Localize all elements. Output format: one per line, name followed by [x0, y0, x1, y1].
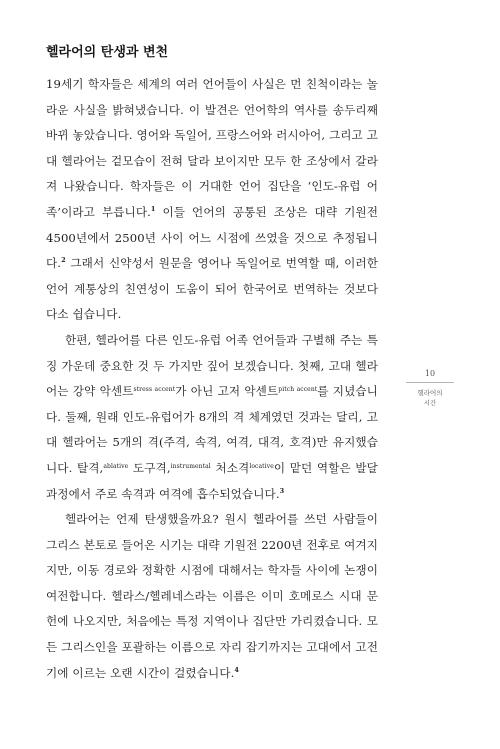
- main-text-block: [46, 44, 378, 686]
- footnote-marker[interactable]: 3: [279, 486, 285, 495]
- text-run: 가 아닌 고저 악센트: [175, 384, 279, 399]
- text-run: 를 지녔습니다. 둘째, 원래 인도-유럽어가 8개의 격 체계였던 것과는 달리, 고대 헬라어는 5개의 격(주격, 속격, 여격, 대격, 호격)만 유지했습니다. 탈격,: [46, 384, 378, 475]
- footnote-marker[interactable]: 4: [234, 665, 240, 674]
- text-run: 한편, 헬라어를 다른 인도-유럽 어족 언어들과 구별해 주는 특징 가운데 중요한 것 두 가지만 짚어 보겠습니다. 첫째, 고대 헬라어는 강약 악센트: [46, 332, 378, 399]
- page-number: 10: [424, 369, 436, 378]
- footnote-marker[interactable]: 1: [150, 204, 156, 213]
- text-run: 도구격,: [128, 460, 171, 475]
- term-gloss: ablative: [103, 462, 129, 470]
- paragraph-3: [46, 507, 378, 686]
- margin-note: [405, 368, 455, 408]
- text-run: 19세기 학자들은 세계의 여러 언어들이 사실은 먼 친척이라는 놀라운 사실을 밝혀냈습니다. 이 발견은 언어학의 역사를 송두리째 바뀌 놓았습니다. 영어와 독일어, 프랑스어와 러시아어, 그리고 고대 헬라어는 겉모습이 전혀 달라 보이지만 모두 한 조상에서 갈라져 나왔습니다. 학자들은 이 거대한 언어 집단을 ‘인도-유럽 어족’이라고 부릅니다.: [46, 77, 378, 219]
- footnote-marker[interactable]: 2: [61, 256, 66, 265]
- section-heading: 헬라어의 탄생과 변천: [46, 45, 169, 60]
- running-title-line-2: 시간: [423, 399, 437, 407]
- paragraph-1: [46, 72, 378, 328]
- term-gloss: locative: [249, 462, 274, 470]
- text-run: 헬라어는 언제 탄생했을까요? 원시 헬라어를 쓰던 사람들이 그리스 본토로 들어온 시기는 대략 기원전 2200년 전후로 여겨지지만, 이동 경로와 정확한 시점에 대해서는 학자들 사이에 논쟁이 여전합니다. 헬라스/헬레네스라는 이름은 이미 호메로스 시대 문헌에 나오지만, 처음에는 특정 지역이나 집단만 가리켰습니다. 모든 그리스인을 포괄하는 이름으로 자리 잡기까지는 고대에서 고전기에 이르는 오랜 시간이 걸렸습니다.: [46, 512, 378, 680]
- term-gloss: instrumental: [170, 462, 211, 470]
- term-gloss: pitch accent: [278, 386, 318, 394]
- text-run: 처소격: [210, 460, 250, 475]
- margin-divider: [406, 382, 454, 383]
- running-title-line-1: 헬라어의: [417, 389, 443, 397]
- text-run: 이 맡던 역할은 발달 과정에서 주로 속격과 여격에 흡수되었습니다.: [46, 460, 378, 501]
- paragraph-2: [46, 328, 378, 507]
- text-run: 이들 언어의 공통된 조상은 대략 기원전 4500년에서 2500년 사이 어느 시점에 쓰였을 것으로 추정됩니다.: [46, 204, 378, 271]
- text-run: 그래서 신약성서 원문을 영어나 독일어로 번역할 때, 이러한 언어 계통상의 친연성이 도움이 되어 한국어로 번역하는 것보다 다소 쉽습니다.: [46, 256, 378, 322]
- term-gloss: stress accent: [133, 386, 176, 394]
